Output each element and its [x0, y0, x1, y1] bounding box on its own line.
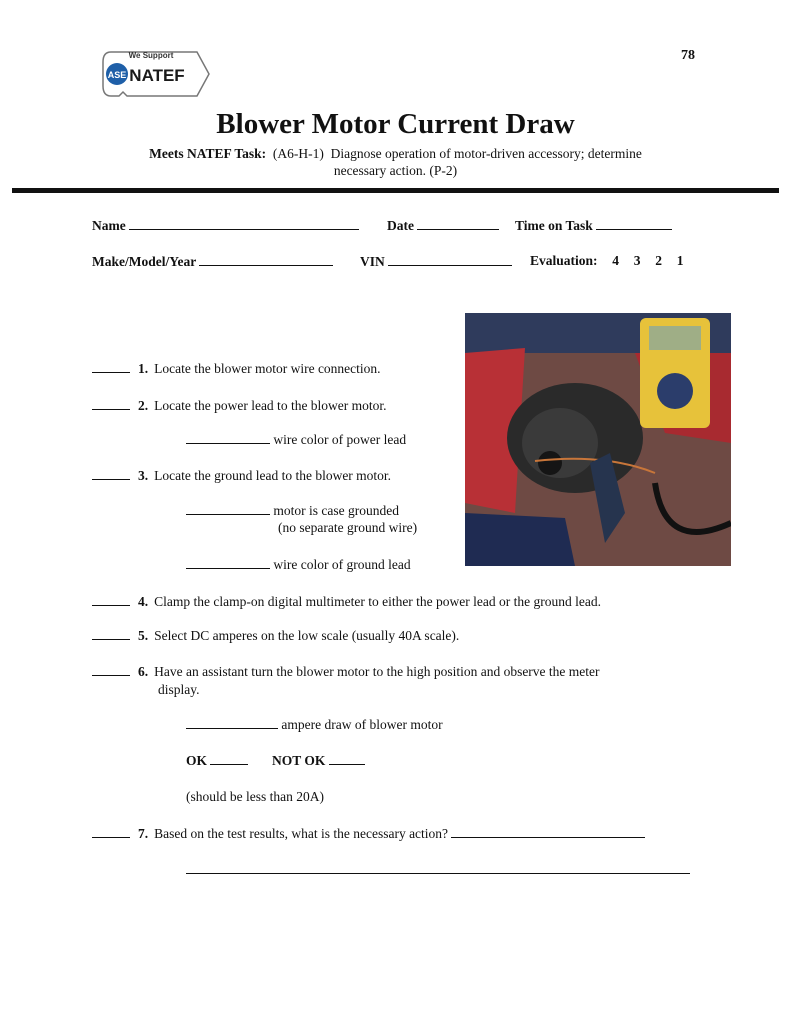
page-number: 78 — [681, 48, 695, 63]
score-2[interactable]: 2 — [655, 253, 663, 268]
step-2: 2. Locate the power lead to the blower motor. — [92, 397, 387, 414]
step-5: 5. Select DC amperes on the low scale (usually 40A scale). — [92, 627, 459, 644]
multimeter-photo — [465, 313, 731, 566]
step-6-text: Have an assistant turn the blower motor to the high position and observe the meter — [154, 664, 600, 679]
vin-field[interactable] — [360, 253, 512, 270]
power-lead-color: wire color of power lead — [186, 431, 406, 448]
task-code: (A6-H-1) — [272, 146, 324, 161]
step-7: 7. Based on the test results, what is the necessary action? — [92, 825, 645, 842]
date-field[interactable] — [387, 217, 499, 234]
ground-lead-blank[interactable] — [186, 556, 270, 569]
step-7-check[interactable] — [92, 825, 130, 838]
step-4-check[interactable] — [92, 593, 130, 606]
evaluation-field — [530, 253, 684, 269]
score-1[interactable]: 1 — [676, 253, 684, 268]
step-1: 1. Locate the blower motor wire connection. — [92, 360, 381, 377]
step-5-check[interactable] — [92, 627, 130, 640]
step-3-text: Locate the ground lead to the blower motor. — [154, 468, 392, 483]
name-label: Name — [92, 218, 126, 233]
step-6-text-cont: display. — [158, 682, 200, 697]
current-spec-note: (should be less than 20A) — [186, 789, 324, 804]
name-field[interactable] — [92, 217, 359, 234]
power-lead-blank[interactable] — [186, 431, 270, 444]
time-label: Time on Task — [515, 218, 593, 233]
step-5-text: Select DC amperes on the low scale (usually 40A scale). — [154, 628, 460, 643]
step-3: 3. Locate the ground lead to the blower motor. — [92, 467, 391, 484]
step-4: 4. Clamp the clamp-on digital multimeter to either the power lead or the ground lead. — [92, 593, 601, 610]
vin-label: VIN — [360, 254, 385, 269]
not-ok-field[interactable]: NOT OK — [272, 752, 365, 769]
case-grounded-note: (no separate ground wire) — [278, 520, 418, 535]
step-2-text: Locate the power lead to the blower motor. — [154, 398, 387, 413]
action-blank[interactable] — [451, 825, 645, 838]
ground-lead-color: wire color of ground lead — [186, 556, 411, 573]
task-label: Meets NATEF Task: — [149, 146, 267, 161]
evaluation-label: Evaluation: — [530, 253, 598, 268]
step-7-text: Based on the test results, what is the necessary action? — [154, 826, 449, 841]
task-description: Diagnose operation of motor-driven accessory; determine — [330, 146, 642, 161]
task-line-2: necessary action. (P-2) — [333, 163, 458, 178]
make-label: Make/Model/Year — [92, 254, 196, 269]
case-grounded: motor is case grounded — [186, 502, 399, 519]
step-1-check[interactable] — [92, 360, 130, 373]
action-blank-line-2[interactable] — [186, 873, 690, 874]
ampere-draw-blank[interactable] — [186, 716, 278, 729]
svg-text:We Support: We Support — [128, 51, 174, 60]
task-line-1 — [0, 146, 791, 162]
natef-logo — [97, 44, 215, 104]
ampere-draw: ampere draw of blower motor — [186, 716, 443, 733]
ok-field[interactable]: OK — [186, 752, 248, 769]
page-title: Blower Motor Current Draw — [216, 108, 575, 140]
time-on-task-field[interactable] — [515, 217, 672, 234]
svg-text:ASE: ASE — [107, 70, 127, 80]
make-model-year-field[interactable] — [92, 253, 333, 270]
step-3-check[interactable] — [92, 467, 130, 480]
date-label: Date — [387, 218, 414, 233]
svg-text:NATEF: NATEF — [129, 66, 185, 85]
step-6-check[interactable] — [92, 663, 130, 676]
step-1-text: Locate the blower motor wire connection. — [154, 361, 381, 376]
step-2-check[interactable] — [92, 397, 130, 410]
step-6: 6. Have an assistant turn the blower motor to the high position and observe the meter — [92, 663, 600, 680]
case-grounded-blank[interactable] — [186, 502, 270, 515]
step-4-text: Clamp the clamp-on digital multimeter to either the power lead or the ground lead. — [154, 594, 601, 609]
divider — [12, 188, 779, 193]
score-3[interactable]: 3 — [633, 253, 641, 268]
score-4[interactable]: 4 — [612, 253, 620, 268]
